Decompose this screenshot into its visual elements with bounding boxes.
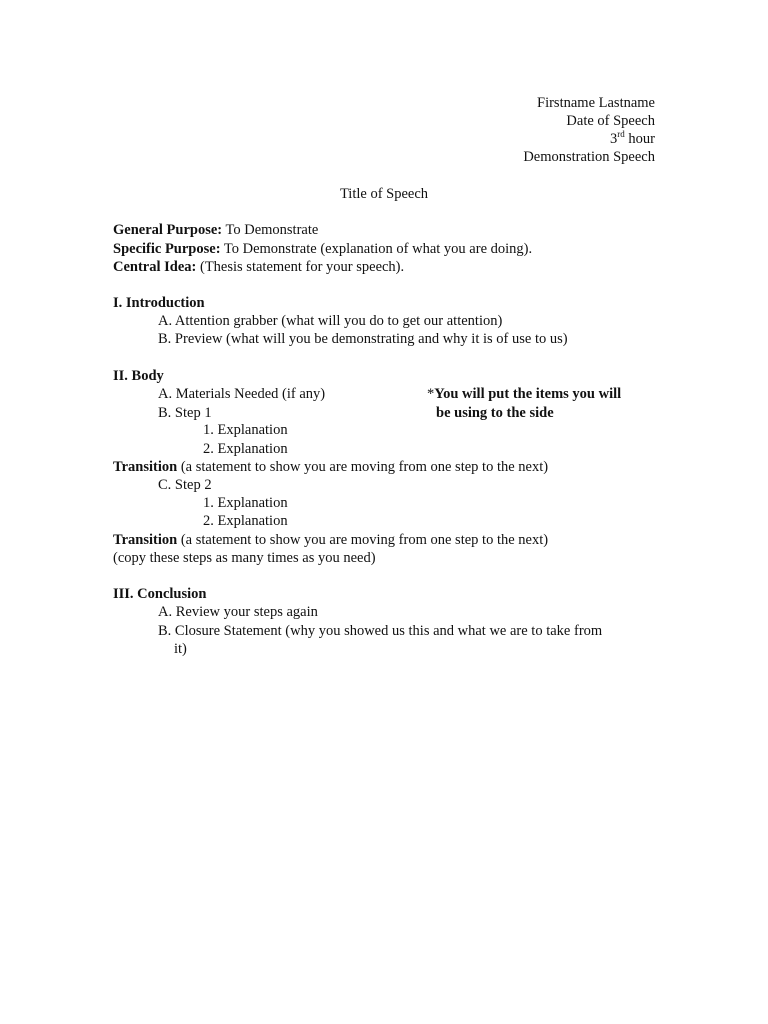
step-2: C. Step 2: [158, 477, 212, 493]
general-purpose-label: General Purpose:: [113, 222, 223, 238]
general-purpose: [113, 221, 318, 239]
step-1-explanation-1: 1. Explanation: [203, 422, 288, 438]
central-idea: [113, 258, 404, 276]
intro-preview: B. Preview (what will you be demonstrating and why it is of use to us): [158, 331, 568, 347]
conclusion-heading: III. Conclusion: [113, 586, 207, 602]
transition-1-text: (a statement to show you are moving from one step to the next): [177, 459, 549, 475]
materials-needed: A. Materials Needed (if any): [158, 386, 326, 402]
side-note-text-1: You will put the items you will: [434, 386, 622, 402]
hour-number: 3: [610, 131, 618, 147]
side-note-line-2: be using to the side: [436, 405, 554, 421]
transition-2-label: Transition: [113, 532, 178, 548]
transition-2-text: (a statement to show you are moving from one step to the next): [177, 532, 549, 548]
introduction-heading: I. Introduction: [113, 295, 205, 311]
speech-date: Date of Speech: [566, 113, 655, 129]
body-heading: II. Body: [113, 368, 164, 384]
author-name: Firstname Lastname: [537, 95, 655, 111]
conclusion-review: A. Review your steps again: [158, 604, 318, 620]
hour-label: hour: [624, 131, 655, 147]
step-1: B. Step 1: [158, 405, 212, 421]
transition-1-label: Transition: [113, 459, 178, 475]
hour-suffix: rd: [617, 129, 625, 139]
intro-attention-grabber: A. Attention grabber (what will you do to get our attention): [158, 313, 503, 329]
central-idea-label: Central Idea:: [113, 259, 197, 275]
transition-1: [113, 458, 548, 476]
conclusion-closure-line-1: B. Closure Statement (why you showed us this and what we are to take from: [158, 623, 603, 639]
specific-purpose-label: Specific Purpose:: [113, 241, 221, 257]
transition-2: [113, 531, 548, 549]
general-purpose-text: To Demonstrate: [222, 222, 319, 238]
specific-purpose-text: To Demonstrate (explanation of what you are doing).: [220, 241, 533, 257]
speech-type: Demonstration Speech: [523, 149, 655, 165]
step-1-explanation-2: 2. Explanation: [203, 441, 288, 457]
side-note-line-1: [427, 385, 621, 403]
conclusion-closure-line-2: it): [174, 641, 187, 657]
step-2-explanation-2: 2. Explanation: [203, 513, 288, 529]
central-idea-text: (Thesis statement for your speech).: [196, 259, 405, 275]
class-hour: [610, 130, 655, 148]
step-2-explanation-1: 1. Explanation: [203, 495, 288, 511]
copy-steps-note: (copy these steps as many times as you need): [113, 550, 376, 566]
side-note-star: *: [427, 386, 435, 402]
speech-title: Title of Speech: [339, 186, 429, 202]
specific-purpose: [113, 240, 532, 258]
